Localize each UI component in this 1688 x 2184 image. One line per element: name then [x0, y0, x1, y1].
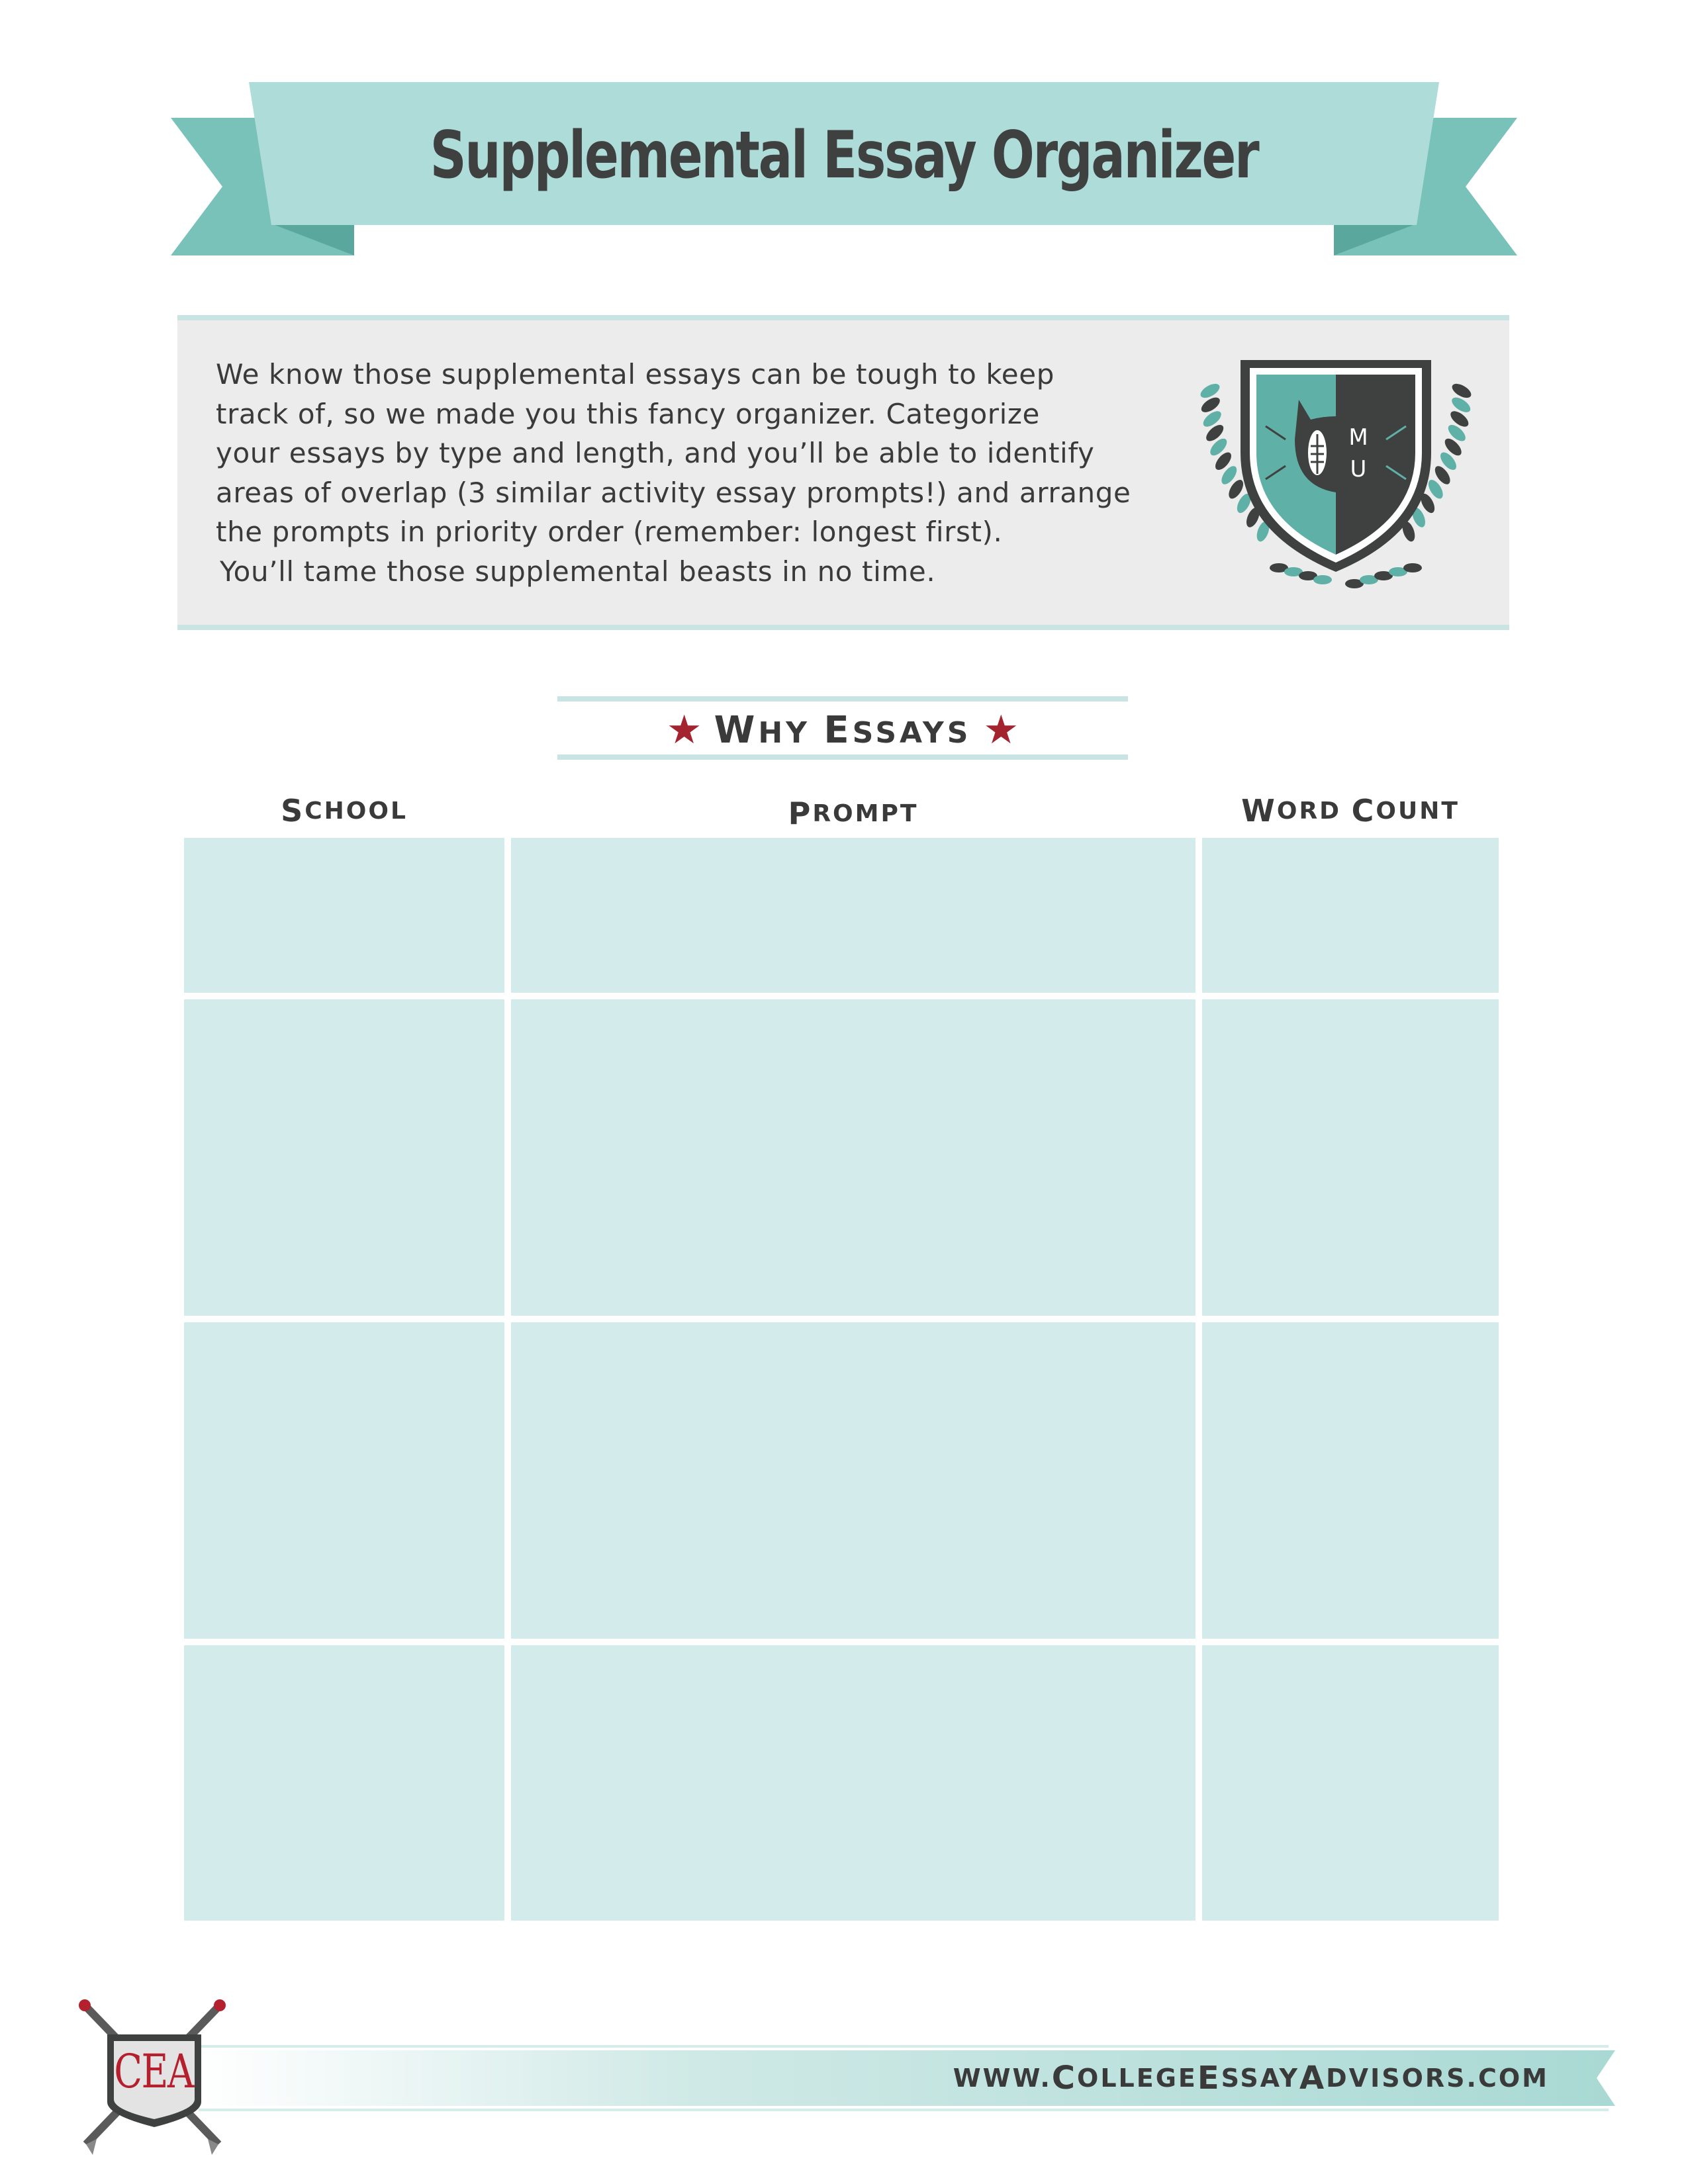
crest-letter-m: M — [1348, 424, 1368, 451]
word-count-cell[interactable] — [1202, 838, 1499, 993]
url-part: C — [1051, 2060, 1078, 2097]
header-part: ORD — [1276, 797, 1352, 825]
section-title-text — [714, 709, 972, 752]
cat-fish-crest-icon — [1199, 353, 1477, 605]
header-part: CHOOL — [305, 797, 408, 825]
header-part: C — [1351, 793, 1376, 829]
intro-line: the prompts in priority order (remember: longest first). — [216, 516, 1003, 548]
url-part: SSAY — [1221, 2064, 1299, 2093]
school-cell[interactable] — [184, 999, 504, 1316]
url-part: E — [1197, 2060, 1221, 2097]
word-count-cell[interactable] — [1202, 1322, 1499, 1639]
header-part: OUNT — [1376, 797, 1460, 825]
column-header-school — [184, 788, 504, 834]
url-part: WWW. — [953, 2064, 1052, 2093]
column-header-prompt — [511, 790, 1196, 837]
section-title-part: HY — [758, 715, 824, 750]
section-title-part: W — [714, 708, 759, 752]
intro-text — [216, 355, 1189, 591]
footer-url-link[interactable] — [861, 2057, 1549, 2099]
section-title — [557, 702, 1128, 758]
intro-line: You’ll tame those supplemental beasts in no time. — [220, 555, 936, 588]
prompt-cell[interactable] — [511, 1645, 1196, 1921]
intro-line: We know those supplemental essays can be tough to keep — [216, 358, 1055, 390]
star-icon: ★ — [666, 707, 702, 753]
star-icon: ★ — [983, 707, 1019, 753]
intro-line: your essays by type and length, and you’ll be able to identify — [216, 437, 1095, 469]
laurel-leaf — [1199, 381, 1222, 401]
header-part: ROMPT — [812, 799, 919, 827]
column-header-word-count — [1202, 788, 1499, 834]
laurel-leaf — [1313, 575, 1332, 584]
url-part: .COM — [1466, 2064, 1549, 2093]
crest-letter-u: U — [1350, 456, 1367, 482]
cea-logo: CEA — [114, 2044, 193, 2099]
intro-line: track of, so we made you this fancy organizer. Categorize — [216, 397, 1041, 430]
header-part: S — [281, 793, 305, 829]
header-part: W — [1241, 793, 1277, 829]
word-count-cell[interactable] — [1202, 999, 1499, 1316]
section-title-part: E — [823, 708, 853, 752]
section-title-part: SSAYS — [852, 715, 972, 750]
header-part: P — [788, 796, 813, 831]
word-count-cell[interactable] — [1202, 1645, 1499, 1921]
section-rule-top — [557, 696, 1128, 702]
school-cell[interactable] — [184, 1645, 504, 1921]
prompt-cell[interactable] — [511, 1322, 1196, 1639]
school-cell[interactable] — [184, 1322, 504, 1639]
page-title: Supplemental Essay Organizer — [430, 118, 1258, 193]
prompt-cell[interactable] — [511, 999, 1196, 1316]
laurel-leaf — [1403, 563, 1422, 572]
url-part: DVISORS — [1326, 2064, 1467, 2093]
school-cell[interactable] — [184, 838, 504, 993]
intro-line: areas of overlap (3 similar activity essay prompts!) and arrange — [216, 476, 1131, 509]
url-part: OLLEGE — [1077, 2064, 1197, 2093]
laurel-leaf — [1450, 381, 1474, 401]
url-part: A — [1299, 2060, 1327, 2097]
section-rule-bottom — [557, 754, 1128, 760]
prompt-cell[interactable] — [511, 838, 1196, 993]
